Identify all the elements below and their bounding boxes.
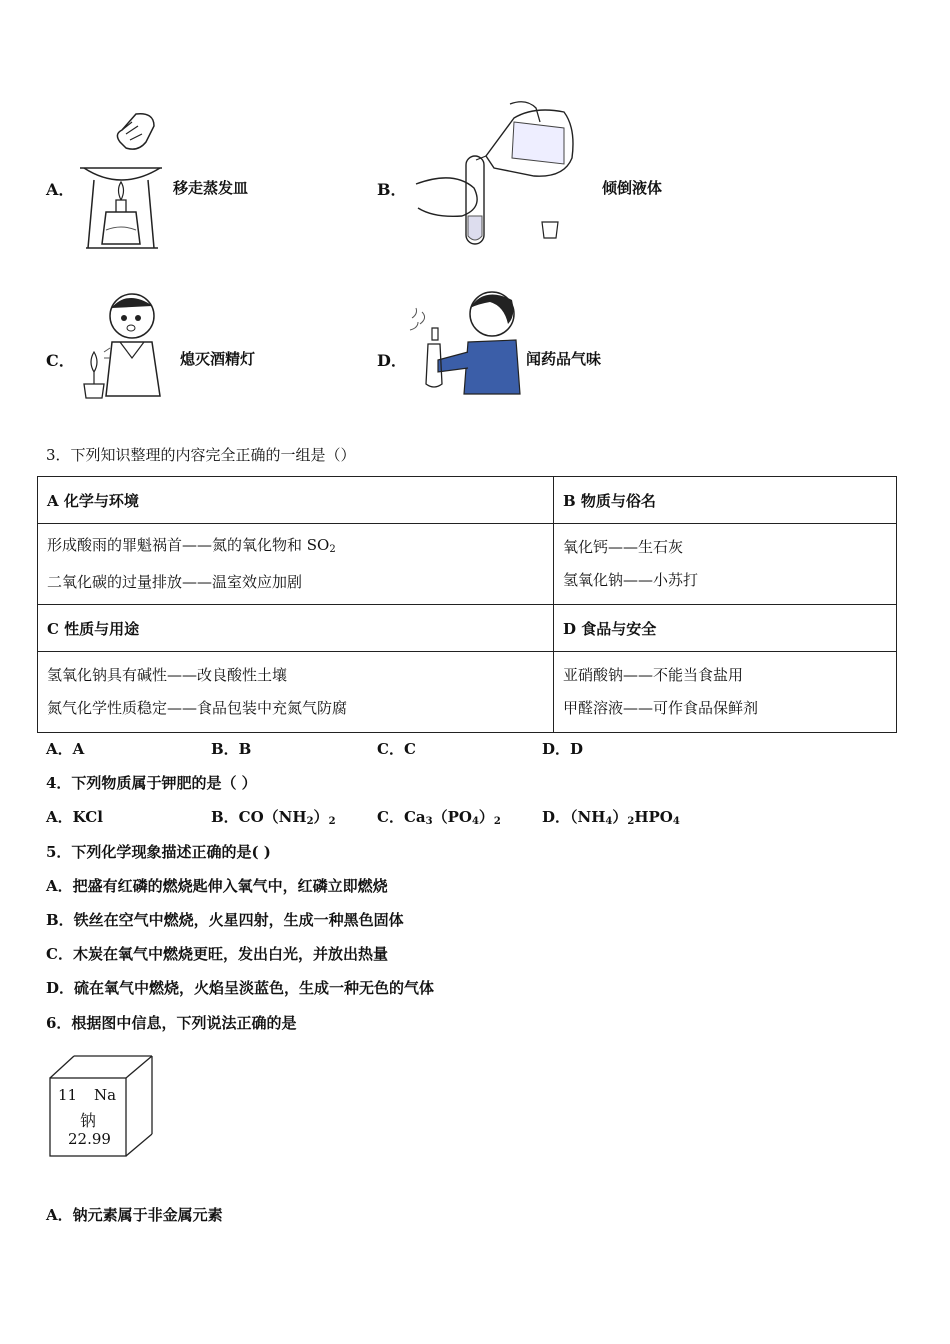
q6-stem: 6．根据图中信息，下列说法正确的是 [46,1014,297,1032]
element-name: 钠 [80,1111,97,1130]
q4-option-a: A．KCl [46,808,103,826]
option-b-text: 倾倒液体 [602,179,663,197]
element-card [48,1054,156,1158]
element-symbol: Na [94,1086,117,1104]
option-d-text: 闻药品气味 [526,350,602,368]
table-cell-a-title: A 化学与环境 [38,477,554,524]
q6-option-a: A．钠元素属于非金属元素 [46,1206,223,1224]
q4-option-c: C．$Ca_3(PO_4)_2$ [377,808,501,827]
smell-chemical-illustration [408,284,526,396]
q5-option-b: B．铁丝在空气中燃烧，火星四射，生成一种黑色固体 [46,911,404,929]
table-c-line1: 氢氧化钠具有碱性——改良酸性土壤 [47,666,288,684]
pouring-liquid-illustration [414,98,584,250]
element-number: 11 [58,1086,78,1104]
table-cell-b-title: B 物质与俗名 [554,477,897,524]
table-d-line2: 甲醛溶液——可作食品保鲜剂 [563,699,759,717]
option-c-text: 熄灭酒精灯 [180,350,256,368]
option-b-label: B． [377,180,407,199]
table-cell-a-body [38,524,554,605]
table-b-line1: 氧化钙——生石灰 [563,538,684,556]
blow-out-lamp-illustration [76,288,176,402]
table-d-line1: 亚硝酸钠——不能当食盐用 [563,666,744,684]
option-d-label: D． [377,351,407,370]
q4-option-d: D．$(NH_4)_2HPO_4$ [542,808,680,827]
q3-answer-c: C．C [377,740,416,758]
table-cell-c-body [38,652,554,733]
option-c-label: C． [46,351,75,370]
table-c-line2: 氮气化学性质稳定——食品包装中充氮气防腐 [47,699,348,717]
option-a-label: A． [46,180,75,199]
q3-answer-d: D．D [542,740,584,758]
q5-option-a: A．把盛有红磷的燃烧匙伸入氧气中，红磷立即燃烧 [46,877,388,895]
q5-option-d: D．硫在氧气中燃烧，火焰呈淡蓝色，生成一种无色的气体 [46,979,435,997]
q3-stem: 3．下列知识整理的内容完全正确的一组是（） [46,446,356,464]
evaporating-dish-illustration [76,112,166,252]
q5-stem: 5．下列化学现象描述正确的是( ) [46,843,271,861]
element-mass: 22.99 [68,1130,111,1148]
table-b-line2: 氢氧化钠——小苏打 [563,571,699,589]
knowledge-table [37,476,897,733]
table-cell-d-title: D 食品与安全 [554,605,897,652]
table-a-line1: 形成酸雨的罪魁祸首——氮的氧化物和 $SO_2$ [47,536,336,555]
table-a-line2: 二氧化碳的过量排放——温室效应加剧 [47,573,303,591]
table-cell-c-title: C 性质与用途 [38,605,554,652]
q3-answer-b: B．B [211,740,252,758]
option-a-text: 移走蒸发皿 [173,179,249,197]
q4-option-b: B．$CO(NH_2)_2$ [211,808,336,827]
q4-stem: 4．下列物质属于钾肥的是（ ） [46,774,257,792]
q3-answer-a: A．A [46,740,85,758]
q5-option-c: C．木炭在氧气中燃烧更旺，发出白光，并放出热量 [46,945,388,963]
table-cell-b-body [554,524,897,605]
table-cell-d-body [554,652,897,733]
